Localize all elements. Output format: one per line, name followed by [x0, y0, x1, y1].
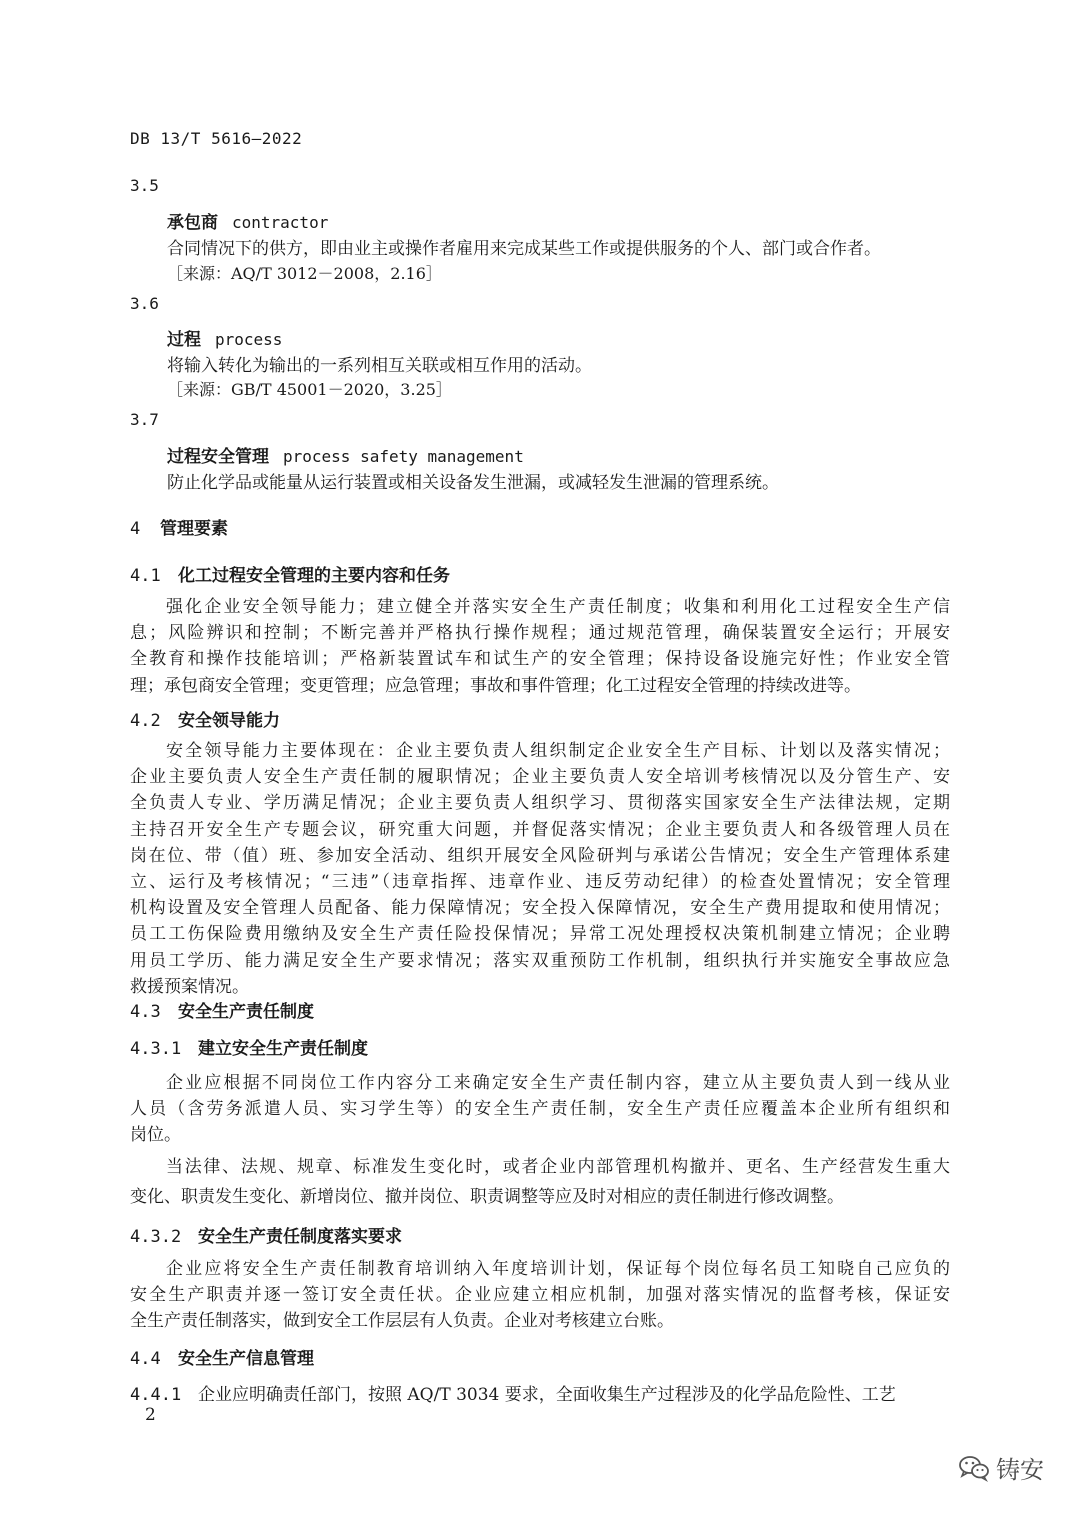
term-source: ［来源：AQ/T 3012－2008，2.16］ — [167, 264, 442, 283]
term-zh: 过程安全管理 — [167, 447, 269, 467]
wechat-icon — [958, 1454, 990, 1482]
term-heading — [167, 325, 282, 350]
subsubsection-heading: 4.3.1 建立安全生产责任制度 — [130, 1039, 368, 1059]
paragraph: 当法律、法规、规章、标准发生变化时，或者企业内部管理机构撤并、更名、生产经营发生重大 变化、职责发生变化、新增岗位、撤并岗位、职责调整等应及时对相应的责任制进行修改调整。 — [130, 1157, 950, 1207]
standard-code: DB 13/T 5616—2022 — [130, 129, 303, 148]
section-heading: 4 管理要素 — [130, 519, 228, 539]
watermark-text: 铸安 — [996, 1456, 1044, 1484]
subsection-heading: 4.2 安全领导能力 — [130, 711, 280, 731]
term-en: process safety management — [283, 447, 524, 466]
term-zh: 过程 — [167, 330, 201, 350]
paragraph: 安全领导能力主要体现在：企业主要负责人组织制定企业安全生产目标、计划以及落实情况； 企业主要负责人安全生产责任制的履职情况；企业主要负责人安全培训考核情况以及分管生产、安 全负责人专业、学历满足情况；企业主要负责人组织学习、贯彻落实国家安全生产法律法规，定期 主持召开安全生产专题会议，研究重大问题，并督促落实情况；企业主要负责人和各级管理人员在 岗在位、带（值）班、参加安全活动、组织开展安全风险研判与承诺公告情况；安全生产管理体系建 立、运行及考核情况；“三违”（违章指挥、违章作业、违反劳动纪律）的检查处置情况；安全管理 机构设置及安全管理人员配备、能力保障情况；安全投入保障情况，安全生产费用提取和使用情况； 员工工伤保险费用缴纳及安全生产责任险投保情况；异常工况处理授权决策机制建立情况；企业聘 用员工学历、能力满足安全生产要求情况；落实双重预防工作机制，组织执行并实施安全事故应急 救援预案情况。 — [130, 741, 950, 997]
clause-text: 企业应明确责任部门，按照 AQ/T 3034 要求，全面收集生产过程涉及的化学品危险性、工艺 — [198, 1385, 896, 1405]
clause-number: 3.5 — [130, 176, 159, 195]
term-zh: 承包商 — [167, 213, 218, 233]
term-definition: 将输入转化为输出的一系列相互关联或相互作用的活动。 — [167, 356, 592, 376]
clause-number: 3.7 — [130, 410, 159, 429]
term-en: contractor — [232, 213, 329, 232]
term-definition: 合同情况下的供方，即由业主或操作者雇用来完成某些工作或提供服务的个人、部门或合作者。 — [167, 239, 881, 259]
term-en: process — [215, 330, 283, 349]
paragraph: 强化企业安全领导能力；建立健全并落实安全生产责任制度；收集和利用化工过程安全生产信 息；风险辨识和控制；不断完善并严格执行操作规程；通过规范管理，确保装置安全运行；开展安 全教育和操作技能培训；严格新装置试车和试生产的安全管理；保持设备设施完好性；作业安全管 理；承包商安全管理；变更管理；应急管理；事故和事件管理；化工过程安全管理的持续改进等。 — [130, 597, 950, 696]
subsubsection-heading: 4.3.2 安全生产责任制度落实要求 — [130, 1227, 402, 1247]
term-heading — [167, 442, 524, 467]
clause-number: 4.4.1 — [130, 1385, 182, 1405]
subsection-heading: 4.1 化工过程安全管理的主要内容和任务 — [130, 566, 450, 586]
term-source: ［来源：GB/T 45001－2020，3.25］ — [167, 380, 452, 399]
clause-number: 3.6 — [130, 294, 159, 313]
subsection-heading: 4.3 安全生产责任制度 — [130, 1002, 314, 1022]
clause-4-4-1 — [130, 1380, 896, 1405]
paragraph: 企业应根据不同岗位工作内容分工来确定安全生产责任制内容，建立从主要负责人到一线从业 人员（含劳务派遣人员、实习学生等）的安全生产责任制，安全生产责任应覆盖本企业所有组织和 岗位。 — [130, 1073, 950, 1146]
page-number: 2 — [145, 1405, 156, 1425]
watermark — [958, 1450, 1044, 1485]
term-heading — [167, 208, 328, 233]
subsection-heading: 4.4 安全生产信息管理 — [130, 1349, 314, 1369]
term-definition: 防止化学品或能量从运行装置或相关设备发生泄漏，或减轻发生泄漏的管理系统。 — [167, 473, 779, 493]
paragraph: 企业应将安全生产责任制教育培训纳入年度培训计划，保证每个岗位每名员工知晓自己应负的 安全生产职责并逐一签订安全责任状。企业应建立相应机制，加强对落实情况的监督考核，保证安 全生产责任制落实，做到安全工作层层有人负责。企业对考核建立台账。 — [130, 1259, 950, 1332]
